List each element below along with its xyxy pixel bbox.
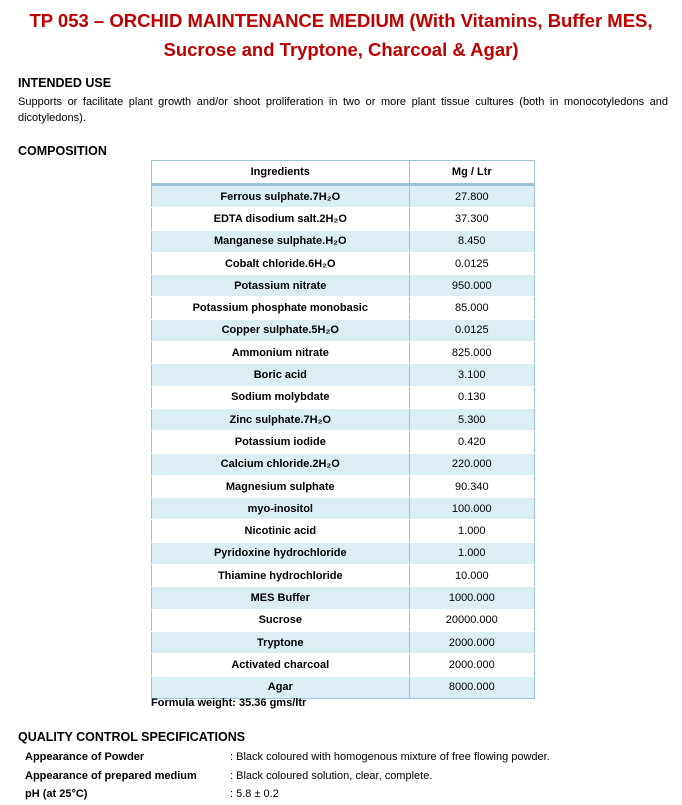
- ingredient-amount: 37.300: [409, 208, 534, 230]
- ingredient-amount: 90.340: [409, 475, 534, 497]
- table-header-row: [152, 161, 535, 185]
- ingredient-name: Thiamine hydrochloride: [152, 565, 410, 587]
- qc-spec-value: : Black coloured solution, clear, complete.: [230, 770, 433, 782]
- ingredient-amount: 10.000: [409, 565, 534, 587]
- composition-table: [151, 160, 535, 699]
- qc-spec-value: : Black coloured with homogenous mixture of free flowing powder.: [230, 751, 550, 763]
- table-row: [152, 408, 535, 430]
- ingredient-name: Zinc sulphate.7H₂O: [152, 408, 410, 430]
- ingredient-name: Potassium phosphate monobasic: [152, 297, 410, 319]
- ingredient-amount: 8.450: [409, 230, 534, 252]
- ingredient-amount: 2000.000: [409, 631, 534, 653]
- composition-table-body: [152, 185, 535, 699]
- table-row: [152, 275, 535, 297]
- composition-heading: COMPOSITION: [18, 144, 107, 158]
- table-row: [152, 654, 535, 676]
- table-row: [152, 230, 535, 252]
- ingredient-name: Manganese sulphate.H₂O: [152, 230, 410, 252]
- ingredient-amount: 8000.000: [409, 676, 534, 698]
- ingredient-amount: 5.300: [409, 408, 534, 430]
- table-row: [152, 565, 535, 587]
- qc-spec-value: : 5.8 ± 0.2: [230, 788, 279, 800]
- title-line-1: TP 053 – ORCHID MAINTENANCE MEDIUM (With Vitamins, Buffer MES,: [29, 10, 653, 31]
- ingredient-name: Tryptone: [152, 631, 410, 653]
- formula-weight: Formula weight: 35.36 gms/ltr: [151, 697, 307, 709]
- ingredient-name: myo-inositol: [152, 498, 410, 520]
- ingredient-amount: 1.000: [409, 520, 534, 542]
- ingredient-amount: 20000.000: [409, 609, 534, 631]
- ingredient-name: MES Buffer: [152, 587, 410, 609]
- column-header-mg-per-ltr: Mg / Ltr: [409, 161, 534, 185]
- ingredient-name: EDTA disodium salt.2H₂O: [152, 208, 410, 230]
- table-row: [152, 342, 535, 364]
- ingredient-name: Ferrous sulphate.7H₂O: [152, 185, 410, 208]
- table-row: [152, 185, 535, 208]
- ingredient-amount: 85.000: [409, 297, 534, 319]
- ingredient-amount: 27.800: [409, 185, 534, 208]
- ingredient-name: Nicotinic acid: [152, 520, 410, 542]
- table-row: [152, 631, 535, 653]
- ingredient-amount: 0.0125: [409, 319, 534, 341]
- table-row: [152, 297, 535, 319]
- ingredient-amount: 1000.000: [409, 587, 534, 609]
- quality-control-heading: QUALITY CONTROL SPECIFICATIONS: [18, 730, 246, 744]
- table-row: [152, 520, 535, 542]
- ingredient-amount: 3.100: [409, 364, 534, 386]
- ingredient-name: Boric acid: [152, 364, 410, 386]
- table-row: [152, 386, 535, 408]
- table-row: [152, 587, 535, 609]
- title-line-2: Sucrose and Tryptone, Charcoal & Agar): [163, 39, 519, 60]
- column-header-ingredients: Ingredients: [152, 161, 410, 185]
- document-title: [0, 6, 682, 64]
- intended-use-text: Supports or facilitate plant growth and/or shoot proliferation in two or more plant tissue cultures (both in monocotyledons and dicotyledons).: [18, 96, 668, 124]
- ingredient-amount: 2000.000: [409, 654, 534, 676]
- table-row: [152, 252, 535, 274]
- ingredient-amount: 220.000: [409, 453, 534, 475]
- ingredient-name: Sodium molybdate: [152, 386, 410, 408]
- table-row: [152, 208, 535, 230]
- table-row: [152, 431, 535, 453]
- qc-spec-label: pH (at 25°C): [25, 788, 88, 800]
- ingredient-amount: 100.000: [409, 498, 534, 520]
- ingredient-name: Agar: [152, 676, 410, 698]
- ingredient-name: Potassium iodide: [152, 431, 410, 453]
- ingredient-name: Sucrose: [152, 609, 410, 631]
- intended-use-heading: INTENDED USE: [18, 76, 112, 90]
- qc-spec-label: Appearance of prepared medium: [25, 770, 197, 782]
- ingredient-name: Pyridoxine hydrochloride: [152, 542, 410, 564]
- ingredient-name: Copper sulphate.5H₂O: [152, 319, 410, 341]
- table-row: [152, 542, 535, 564]
- ingredient-name: Calcium chloride.2H₂O: [152, 453, 410, 475]
- ingredient-amount: 950.000: [409, 275, 534, 297]
- ingredient-amount: 0.0125: [409, 252, 534, 274]
- table-row: [152, 453, 535, 475]
- table-row: [152, 364, 535, 386]
- ingredient-name: Activated charcoal: [152, 654, 410, 676]
- qc-spec-label: Appearance of Powder: [25, 751, 145, 763]
- table-row: [152, 676, 535, 698]
- table-row: [152, 498, 535, 520]
- ingredient-amount: 0.130: [409, 386, 534, 408]
- ingredient-amount: 0.420: [409, 431, 534, 453]
- ingredient-name: Ammonium nitrate: [152, 342, 410, 364]
- ingredient-name: Potassium nitrate: [152, 275, 410, 297]
- ingredient-amount: 1.000: [409, 542, 534, 564]
- ingredient-name: Cobalt chloride.6H₂O: [152, 252, 410, 274]
- ingredient-amount: 825.000: [409, 342, 534, 364]
- table-row: [152, 475, 535, 497]
- table-row: [152, 609, 535, 631]
- table-row: [152, 319, 535, 341]
- ingredient-name: Magnesium sulphate: [152, 475, 410, 497]
